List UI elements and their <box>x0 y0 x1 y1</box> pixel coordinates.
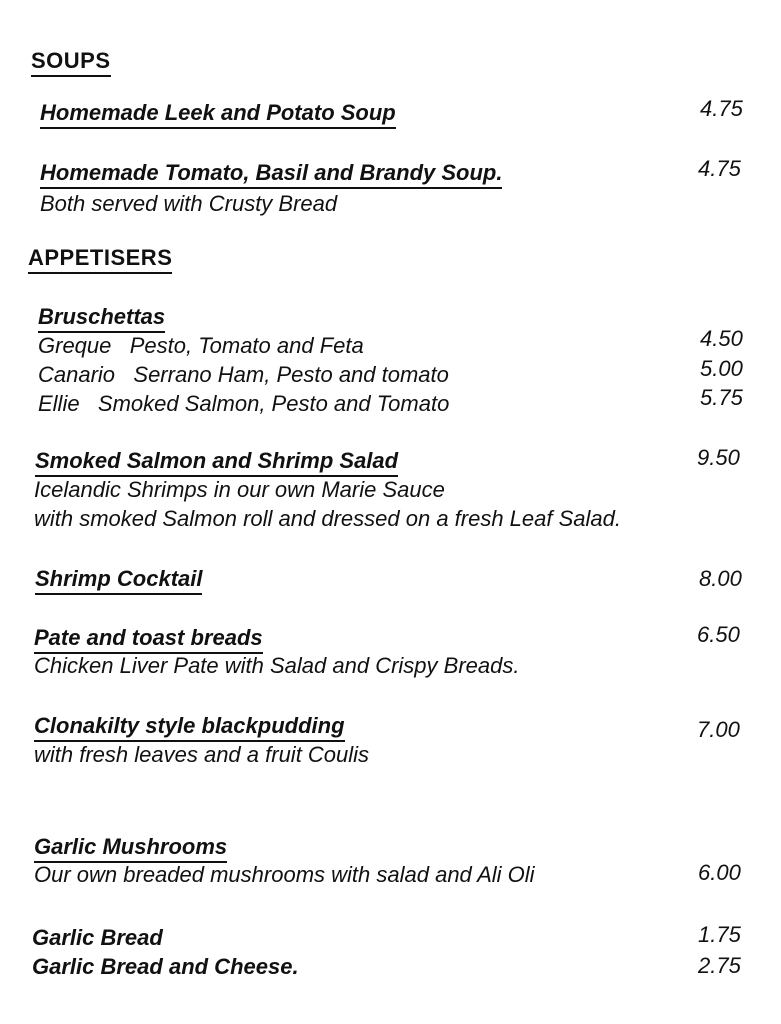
menu-item-description: Both served with Crusty Bread <box>40 191 338 216</box>
menu-item-price: 4.75 <box>698 156 741 181</box>
menu-item-name: Homemade Tomato, Basil and Brandy Soup. <box>40 160 502 189</box>
menu-item-name: Garlic Bread and Cheese. <box>32 954 299 979</box>
menu-item-name: Pate and toast breads <box>34 625 263 654</box>
menu-item-price: 4.75 <box>700 96 743 121</box>
variant-name: Ellie <box>38 391 80 416</box>
menu-item-name: Garlic Mushrooms <box>34 834 227 863</box>
menu-item-description: Icelandic Shrimps in our own Marie Sauce <box>34 477 445 502</box>
bruschetta-variant <box>38 333 364 359</box>
bruschetta-variant <box>38 391 449 417</box>
menu-item-name: Garlic Bread <box>32 925 163 950</box>
menu-item-name: Shrimp Cocktail <box>35 566 202 595</box>
section-title-soups: SOUPS <box>31 48 111 77</box>
menu-item-price: 6.50 <box>697 622 740 647</box>
menu-item-name: Clonakilty style blackpudding <box>34 713 345 742</box>
section-title-appetisers: APPETISERS <box>28 245 172 274</box>
variant-name: Greque <box>38 333 112 358</box>
menu-item-price: 9.50 <box>697 445 740 470</box>
menu-item-description: with smoked Salmon roll and dressed on a fresh Leaf Salad. <box>34 506 621 531</box>
variant-description: Serrano Ham, Pesto and tomato <box>133 362 449 387</box>
menu-item-name: Smoked Salmon and Shrimp Salad <box>35 448 398 477</box>
variant-name: Canario <box>38 362 116 387</box>
bruschetta-variant <box>38 362 449 388</box>
menu-item-price: 1.75 <box>698 922 741 947</box>
menu-item-price: 4.50 <box>700 326 743 351</box>
menu-item-description: Chicken Liver Pate with Salad and Crispy Breads. <box>34 653 520 678</box>
menu-item-name: Homemade Leek and Potato Soup <box>40 100 396 129</box>
variant-description: Smoked Salmon, Pesto and Tomato <box>97 391 450 416</box>
menu-item-description: with fresh leaves and a fruit Coulis <box>34 742 370 767</box>
menu-item-price: 5.75 <box>700 385 743 410</box>
menu-item-name: Bruschettas <box>38 304 165 333</box>
menu-item-price: 7.00 <box>697 717 740 742</box>
menu-item-price: 8.00 <box>699 566 742 591</box>
menu-item-price: 2.75 <box>698 953 741 978</box>
menu-item-price: 5.00 <box>700 356 743 381</box>
menu-item-description: Our own breaded mushrooms with salad and Ali Oli <box>34 862 535 887</box>
variant-description: Pesto, Tomato and Feta <box>129 333 364 358</box>
menu-item-price: 6.00 <box>698 860 741 885</box>
